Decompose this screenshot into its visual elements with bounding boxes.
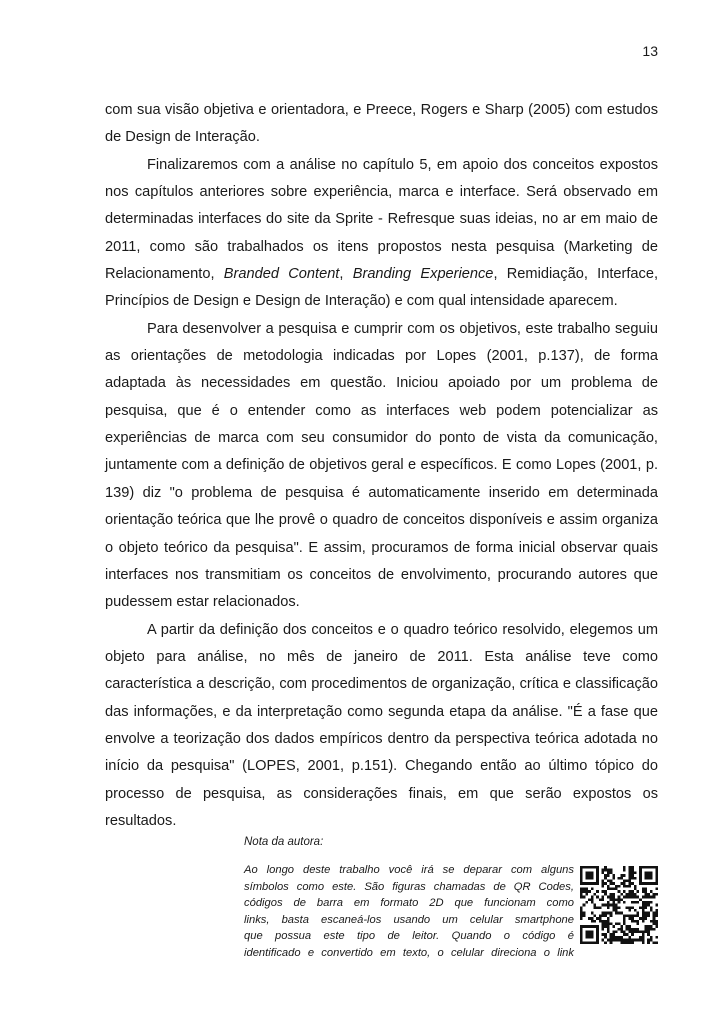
text-segment: ,: [339, 266, 353, 283]
body-text: [105, 97, 658, 835]
text-line: com sua visão objetiva e orientadora, e Preece, Rogers e Sharp (2005) com estudos: [105, 102, 658, 118]
author-note: [244, 834, 574, 961]
text-line: pudessem estar relacionados.: [105, 594, 300, 611]
text-line: Princípios de Design e Design de Interação) e com qual intensidade aparecem.: [105, 293, 618, 310]
italic-term-branding-experience: Branding Experience: [352, 266, 494, 283]
text-line: juntamente com a definição de objetivos geral e específicos. E como Lopes (2001, p.: [105, 457, 658, 474]
note-line: símbolos como este. São figuras chamadas de QR Codes,: [244, 880, 574, 893]
text-line: 139) diz "o problema de pesquisa é automaticamente inserido em determinada: [105, 484, 658, 501]
paragraph-start-line: A partir da definição dos conceitos e o quadro teórico resolvido, elegemos um: [147, 621, 658, 638]
text-line: das informações, e da interpretação como segunda etapa da análise. "É a fase que: [105, 703, 658, 720]
text-line: experiências de marca com seu consumidor do ponto de vista da comunicação,: [105, 430, 658, 447]
text-segment: Relacionamento,: [105, 266, 224, 283]
text-line: início da pesquisa" (LOPES, 2001, p.151). Chegando então ao último tópico do: [105, 758, 658, 775]
text-line: interfaces nos transmitiam os conceitos de envolvimento, procurando autores que: [105, 566, 658, 583]
text-line-with-italics: [105, 261, 658, 288]
text-line: característica a descrição, com procedimentos de organização, crítica e classificação: [105, 676, 658, 693]
text-line: as orientações de metodologia indicadas por Lopes (2001, p.137), de forma: [105, 348, 658, 365]
note-text: [244, 862, 574, 961]
note-title: Nota da autora:: [244, 836, 324, 848]
text-line: adaptada às necessidades em questão. Iniciou apoiado por um problema de: [105, 375, 658, 392]
text-line: determinadas interfaces do site da Sprite - Refresque suas ideias, no ar em maio de: [105, 211, 658, 228]
note-line: identificado e convertido em texto, o celular direciona o link: [244, 946, 574, 959]
paragraph-start-line: Para desenvolver a pesquisa e cumprir com os objetivos, este trabalho seguiu: [147, 320, 658, 337]
text-line: nos capítulos anteriores sobre experiência, marca e interface. Será observado em: [105, 184, 658, 201]
note-line: Ao longo deste trabalho você irá se deparar com alguns: [244, 864, 574, 876]
note-line: códigos de barra em formato 2D que funcionam como: [244, 897, 574, 909]
text-line: orientação teórica que lhe provê o quadro de conceitos disponíveis e assim organiza: [105, 512, 658, 529]
text-line: pesquisa, que é o entender como as interfaces web podem potencializar as: [105, 402, 658, 419]
text-line: resultados.: [105, 812, 177, 829]
text-line: de Design de Interação.: [105, 129, 260, 146]
note-line: links, basta escaneá-los usando um celular smartphone: [244, 913, 574, 926]
text-line: envolve a teorização dos dados empíricos dentro da perspectiva teórica adotada no: [105, 730, 658, 747]
text-line: processo de pesquisa, as considerações finais, em que serão expostos os: [105, 785, 658, 802]
italic-term-branded-content: Branded Content: [223, 266, 340, 283]
page-number: 13: [642, 43, 658, 59]
text-line: 2011, como são trabalhados os itens propostos nesta pesquisa (Marketing de: [105, 238, 658, 255]
paragraph-start-line: Finalizaremos com a análise no capítulo 5, em apoio dos conceitos expostos: [147, 156, 658, 173]
text-line: o objeto teórico da pesquisa". E assim, procuramos de forma inicial observar quais: [105, 539, 658, 556]
text-segment: , Remidiação, Interface,: [493, 266, 659, 283]
text-line: objeto para análise, no mês de janeiro de 2011. Esta análise teve como: [105, 648, 658, 665]
note-line: que possua este tipo de leitor. Quando o código é: [244, 930, 574, 942]
qr-code-icon[interactable]: [580, 866, 658, 944]
